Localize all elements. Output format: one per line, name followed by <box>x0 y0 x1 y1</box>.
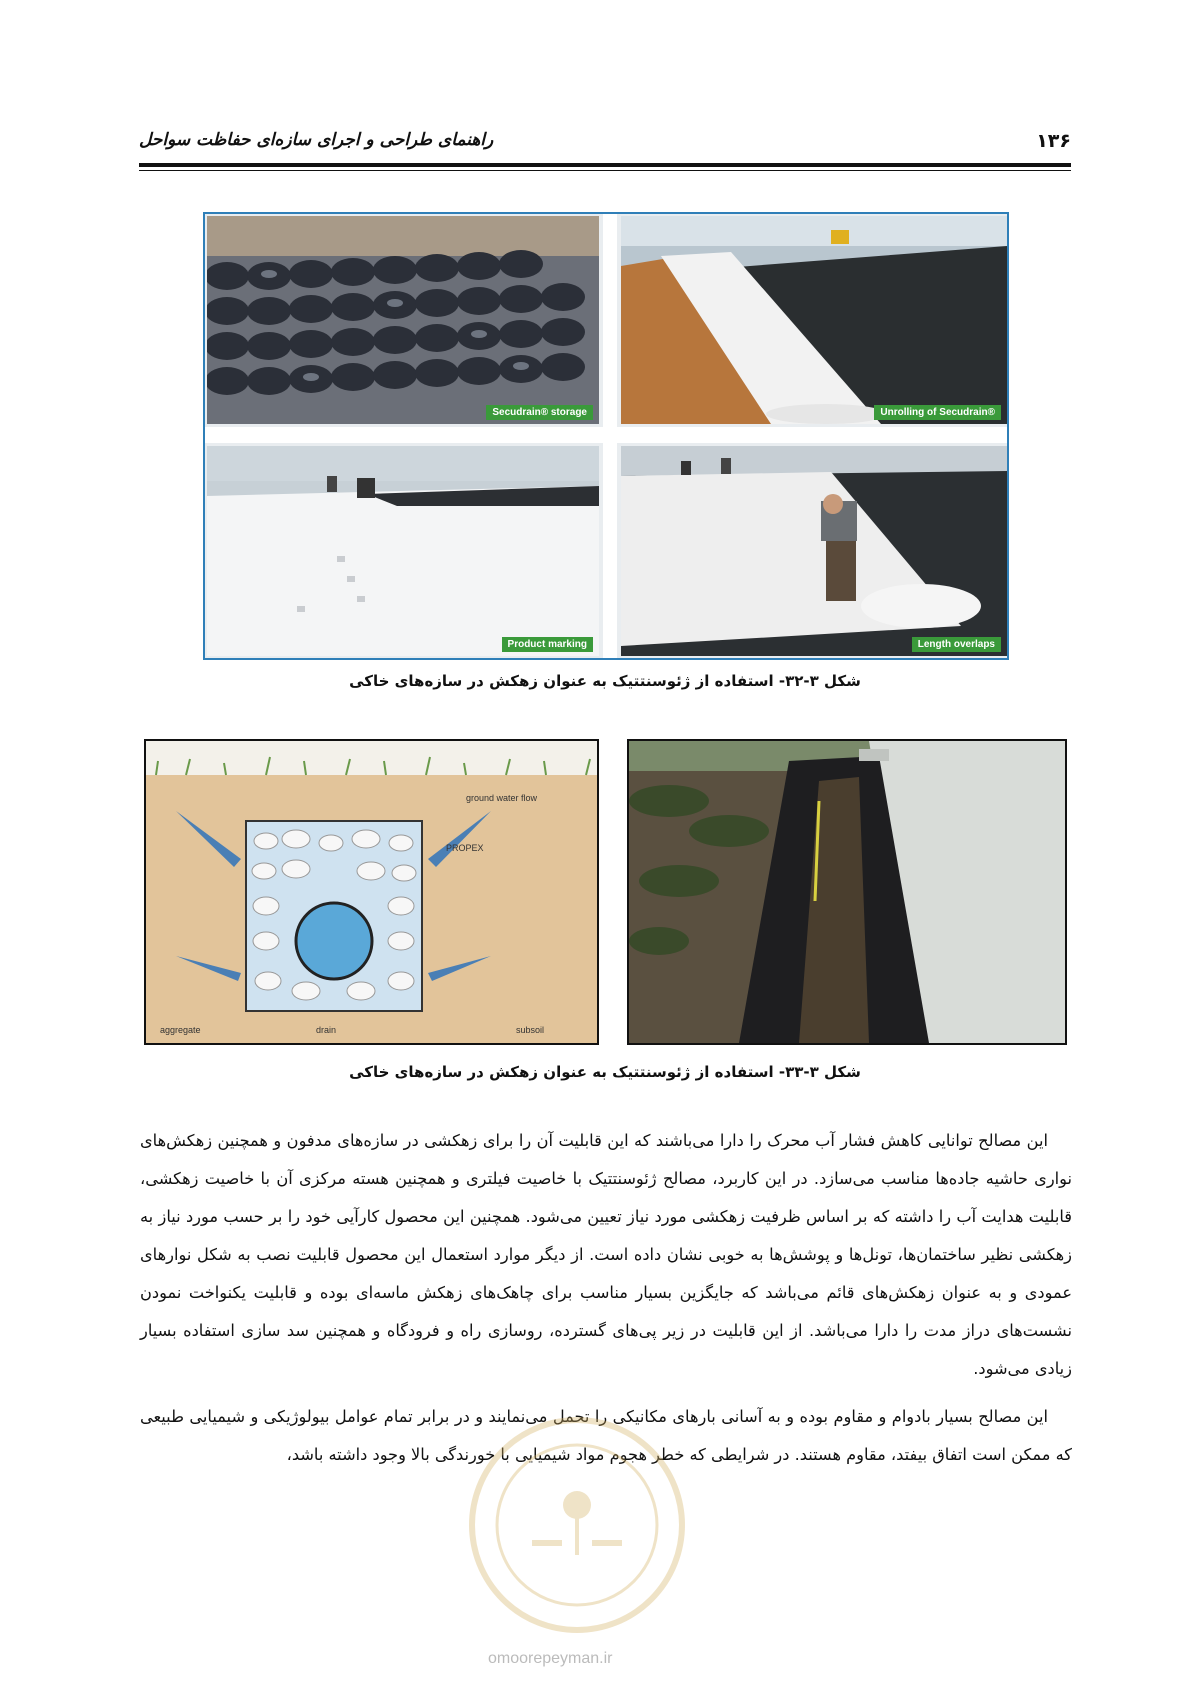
figure-33-caption: شکل ۳-۳۳- استفاده از ژئوسنتتیک به عنوان زهکش در سازه‌های خاکی <box>349 1063 861 1081</box>
photo-secudrain-storage <box>207 216 599 424</box>
label-propex: PROPEX <box>446 843 484 853</box>
paragraph: این مصالح توانایی کاهش فشار آب محرک را دارا می‌باشند که این قابلیت آن را برای زهکشی در سازه‌های مدفون و همچنین زهکش‌های نواری حاشیه جاده‌ها مناسب می‌سازد. در این کاربرد، مصالح ژئوسنتتیک با خاصیت فیلتری و همچنین هسته مرکزی آن با خاصیت زهکشی، قابلیت هدایت آب را داشته که بر اساس ظرفیت زهکشی مورد نیاز تعیین می‌شود. همچنین این محصول کارآیی خود را بر حسب مورد نیاز به زهکشی نظیر ساختمان‌ها، تونل‌ها و پوشش‌ها به خوبی نشان داده است. از دیگر موارد استعمال این محصول قابلیت نصب به شکل نوارهای عمودی و به عنوان زهکش‌های قائم می‌باشد که جایگزین بسیار مناسب برای چاهک‌های زهکش ماسه‌ای بوده و قابلیت یکنواخت نمودن نشست‌های دراز مدت را دارا می‌باشد. از این قابلیت در زیر پی‌های گسترده، روسازی راه و فرودگاه و همچنین سد سازی استفاده بسیار زیادی می‌شود. <box>140 1131 1072 1378</box>
figure-32-caption: شکل ۳-۳۲- استفاده از ژئوسنتتیک به عنوان زهکش در سازه‌های خاکی <box>349 672 861 690</box>
figure-33-drainage-diagram <box>144 739 599 1045</box>
photo-product-marking <box>207 446 599 656</box>
label-length-overlaps: Length overlaps <box>912 637 1001 652</box>
figure-32-photo-grid <box>203 212 1009 660</box>
label-product-marking: Product marking <box>502 637 593 652</box>
header-rule-thick <box>139 163 1071 167</box>
figure-33-trench-photo <box>627 739 1067 1045</box>
label-subsoil: subsoil <box>516 1025 545 1035</box>
running-title: راهنمای طراحی و اجرای سازه‌ای حفاظت سواحل <box>139 130 494 150</box>
watermark-seal <box>462 1410 692 1640</box>
page-header <box>139 128 1071 168</box>
paragraph: این مصالح بسیار بادوام و مقاوم بوده و به آسانی بارهای مکانیکی را تحمل می‌نمایند و در برابر تمام عوامل بیولوژیکی و شیمیایی طبیعی که ممکن است اتفاق بیفتد، مقاوم هستند. در شرایطی که خطر هجوم مواد شیمیایی با خورندگی بالا وجود داشته باشد، <box>140 1407 1072 1464</box>
label-unrolling: Unrolling of Secudrain® <box>874 405 1001 420</box>
page-number: ۱۳۶ <box>1036 130 1071 152</box>
label-aggregate: aggregate <box>160 1025 201 1035</box>
label-drain: drain <box>316 1025 337 1035</box>
header-rule-thin <box>139 170 1071 171</box>
photo-length-overlaps <box>621 446 1007 656</box>
label-secudrain-storage: Secudrain® storage <box>486 405 593 420</box>
photo-unrolling <box>621 216 1007 424</box>
label-ground-water-flow: ground water flow <box>466 793 538 803</box>
watermark-site: omoorepeyman.ir <box>488 1650 613 1667</box>
